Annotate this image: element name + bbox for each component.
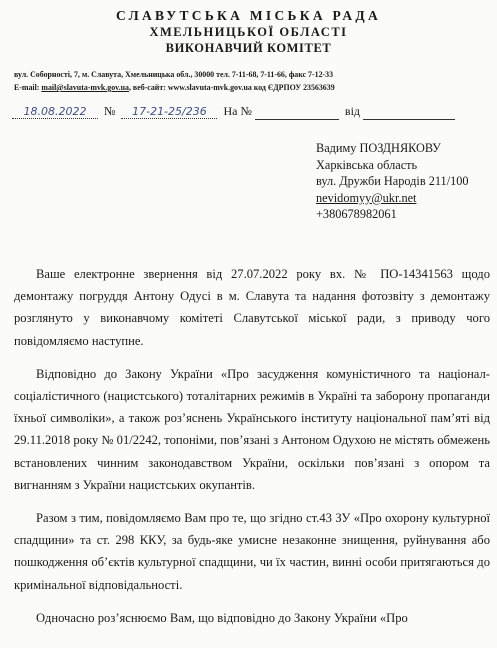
letterhead-region: ХМЕЛЬНИЦЬКОЇ ОБЛАСТІ — [149, 25, 348, 39]
reply-date-blank — [363, 104, 455, 120]
outgoing-number: 17-21-25/236 — [121, 105, 217, 119]
letterhead-contacts — [14, 83, 490, 92]
recipient-street: вул. Дружби Народів 211/100 — [316, 174, 469, 189]
reply-number-blank — [255, 104, 339, 120]
recipient-phone: +380678982061 — [316, 207, 397, 222]
letterhead-executive-committee: ВИКОНАВЧИЙ КОМІТЕТ — [165, 41, 332, 55]
reply-to-label: На № — [223, 104, 252, 118]
paragraph-additional-explanation: Одночасно роз’яснюємо Вам, що відповідно до Закону України «Про — [36, 610, 408, 625]
outgoing-date: 18.08.2022 — [12, 105, 98, 119]
recipient-name: Вадиму ПОЗДНЯКОВУ — [316, 141, 441, 155]
recipient-block — [316, 140, 469, 223]
paragraph-appeal-received: Ваше електронне звернення від 27.07.2022 року вх. № ПО-14341563 щодо демонтажу погруддя Антону Одусі в м. Славута та надання фотозвіту з демонтажу розглянуто у виконавчому комітеті Славутської міської ради, з приводу чого повідомляємо наступне. — [14, 267, 490, 348]
letterhead-council-name: СЛАВУТСЬКА МІСЬКА РАДА — [115, 8, 382, 23]
letterhead-address: вул. Соборності, 7, м. Славута, Хмельницька обл., 30000 тел. 7-11-68, 7-11-66, факс 7-12-33 — [14, 70, 334, 79]
paragraph-law-reference: Відповідно до Закону України «Про засудження комуністичного та націонал-соціалістичного (нацистського) тоталітарних режимів в Україні та заборону пропаганди їхньої символіки», а також роз’яснень Українського інституту національної пам’яті від 29.11.2018 року № 01/2242, топоніми, пов’язані з Антоном Одухою не містять обмежень встановлених чинним законодавством України, оскільки пов’язані з опором та вигнанням з України нацистських окупантів. — [14, 366, 490, 492]
recipient-region: Харківська область — [316, 157, 418, 172]
email-label: E-mail: — [14, 83, 42, 92]
recipient-email[interactable]: nevidomyy@ukr.net — [316, 190, 417, 205]
number-label: № — [104, 104, 116, 118]
council-email-link[interactable]: mail@slavuta-mvk.gov.ua — [41, 83, 129, 92]
website-and-code: , веб-сайт: www.slavuta-mvk.gov.ua код ЄДРПОУ 23563639 — [128, 83, 335, 92]
letter-body — [14, 263, 490, 640]
registration-line — [12, 104, 455, 120]
paragraph-criminal-liability: Разом з тим, повідомляємо Вам про те, що згідно ст.43 ЗУ «Про охорону культурної спадщини» та ст. 298 ККУ, за будь-яке умисне незаконне знищення, руйнування або пошкодження об’єктів культурної спадщини, чи їх частин, винні особи притягаються до кримінальної відповідальності. — [14, 511, 490, 592]
from-label: від — [344, 104, 361, 118]
